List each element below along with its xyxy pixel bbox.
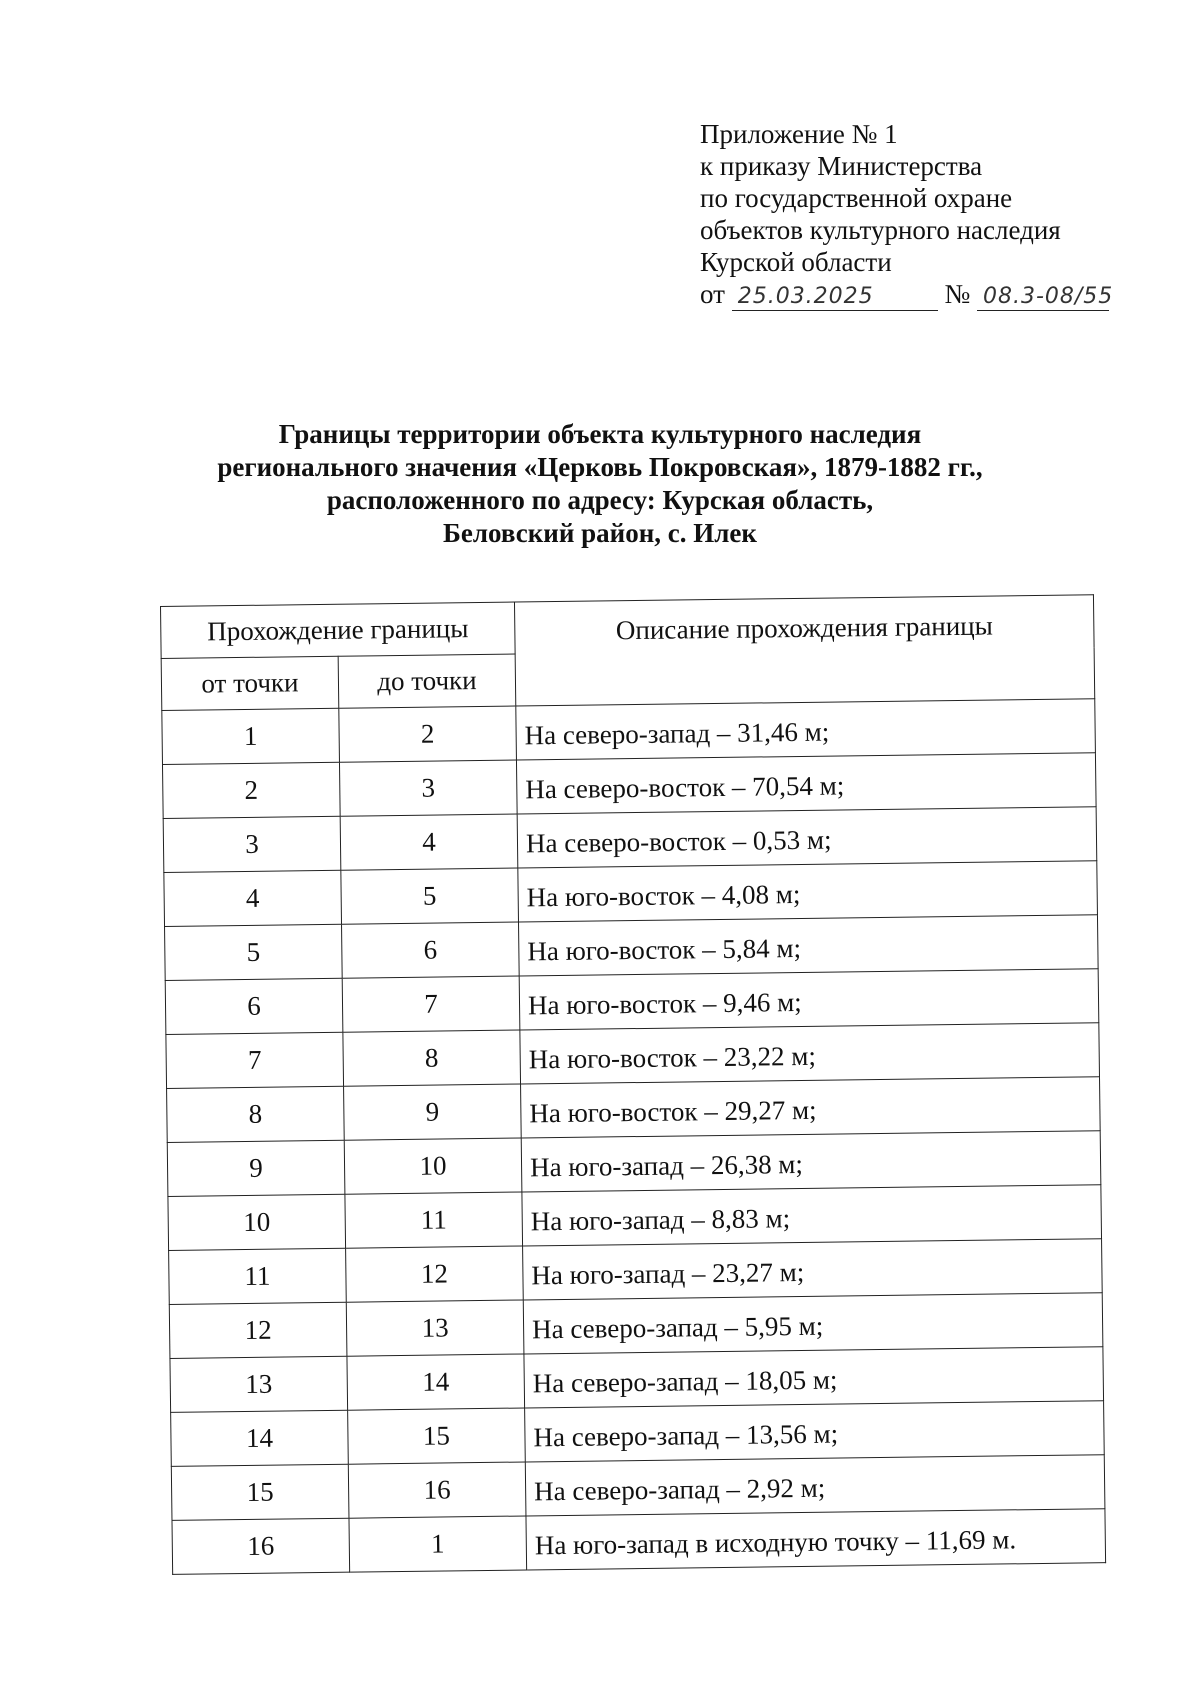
description-cell: На северо-запад – 2,92 м; [525, 1455, 1105, 1516]
header-from-point: от точки [161, 656, 339, 710]
to-point-cell: 14 [347, 1354, 525, 1410]
description-cell: На северо-запад – 18,05 м; [524, 1347, 1104, 1408]
description-cell: На юго-восток – 29,27 м; [521, 1077, 1101, 1138]
description-cell: На юго-запад – 8,83 м; [522, 1185, 1102, 1246]
from-point-cell: 14 [171, 1410, 349, 1466]
header-boundary-passage: Прохождение границы [161, 602, 516, 658]
description-cell: На северо-запад – 5,95 м; [523, 1293, 1103, 1354]
title-line-3: расположенного по адресу: Курская область, [326, 485, 874, 515]
from-point-cell: 15 [171, 1464, 349, 1520]
table-body [162, 699, 1106, 1575]
appendix-date-number-line [700, 278, 1114, 311]
to-point-cell: 7 [342, 976, 520, 1032]
title-line-1: Границы территории объекта культурного наследия [278, 419, 922, 449]
to-point-cell: 1 [349, 1516, 527, 1572]
appendix-line-3: по государственной охране [700, 183, 1013, 213]
to-point-cell: 6 [342, 922, 520, 978]
to-point-cell: 4 [340, 814, 518, 870]
description-cell: На юго-восток – 4,08 м; [518, 861, 1098, 922]
from-point-cell: 6 [165, 978, 343, 1034]
to-point-cell: 16 [348, 1462, 526, 1518]
appendix-line-1: Приложение № 1 [700, 119, 898, 149]
description-cell: На юго-запад – 26,38 м; [521, 1131, 1101, 1192]
from-point-cell: 12 [169, 1302, 347, 1358]
to-point-cell: 3 [339, 760, 517, 816]
from-point-cell: 1 [162, 708, 340, 764]
from-point-cell: 4 [164, 870, 342, 926]
to-point-cell: 13 [346, 1300, 524, 1356]
description-cell: На юго-восток – 9,46 м; [519, 969, 1099, 1030]
from-point-cell: 5 [165, 924, 343, 980]
handwritten-number: 08.3-08/55 [977, 284, 1109, 311]
to-point-cell: 10 [344, 1138, 522, 1194]
description-cell: На юго-восток – 23,22 м; [520, 1023, 1100, 1084]
description-cell: На юго-запад – 23,27 м; [523, 1239, 1103, 1300]
to-point-cell: 15 [348, 1408, 526, 1464]
document-title [150, 418, 1050, 550]
header-to-point: до точки [338, 654, 516, 708]
from-point-cell: 13 [170, 1356, 348, 1412]
from-point-cell: 3 [163, 816, 341, 872]
description-cell: На северо-восток – 70,54 м; [516, 753, 1096, 814]
handwritten-date: 25.03.2025 [732, 284, 938, 311]
appendix-line-5: Курской области [700, 247, 892, 277]
from-point-cell: 8 [167, 1086, 345, 1142]
description-cell: На юго-восток – 5,84 м; [518, 915, 1098, 976]
from-label: от [700, 279, 725, 309]
to-point-cell: 5 [341, 868, 519, 924]
appendix-line-2: к приказу Министерства [700, 151, 983, 181]
description-cell: На северо-запад – 13,56 м; [525, 1401, 1105, 1462]
from-point-cell: 2 [162, 762, 340, 818]
to-point-cell: 9 [344, 1084, 522, 1140]
from-point-cell: 9 [167, 1140, 345, 1196]
from-point-cell: 7 [166, 1032, 344, 1088]
boundary-table [160, 594, 1106, 1575]
to-point-cell: 2 [339, 706, 517, 762]
from-point-cell: 16 [172, 1518, 350, 1574]
appendix-line-4: объектов культурного наследия [700, 215, 1061, 245]
from-point-cell: 11 [169, 1248, 347, 1304]
appendix-block [700, 118, 1114, 311]
description-cell: На юго-запад в исходную точку – 11,69 м. [526, 1509, 1106, 1570]
table-row [172, 1509, 1106, 1575]
to-point-cell: 11 [345, 1192, 523, 1248]
description-cell: На северо-запад – 31,46 м; [516, 699, 1096, 760]
description-cell: На северо-восток – 0,53 м; [517, 807, 1097, 868]
to-point-cell: 12 [346, 1246, 524, 1302]
to-point-cell: 8 [343, 1030, 521, 1086]
header-description: Описание прохождения границы [514, 595, 1094, 706]
title-line-2: регионального значения «Церковь Покровская», 1879-1882 гг., [217, 452, 983, 482]
from-point-cell: 10 [168, 1194, 346, 1250]
title-line-4: Беловский район, с. Илек [443, 518, 757, 548]
number-label: № [944, 279, 971, 309]
